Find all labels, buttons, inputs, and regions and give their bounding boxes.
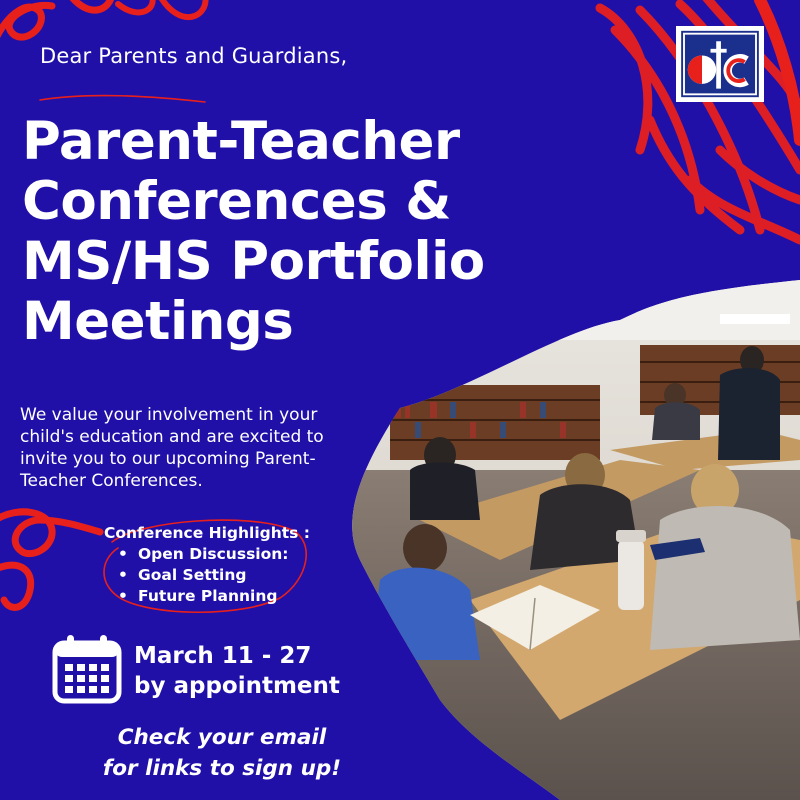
signup-line: Check your email bbox=[117, 725, 327, 750]
list-item bbox=[118, 586, 310, 607]
bullet-icon: • bbox=[118, 566, 128, 584]
conference-dates bbox=[134, 641, 340, 701]
date-range: March 11 - 27 bbox=[134, 643, 312, 669]
list-item bbox=[118, 565, 310, 586]
intro-paragraph bbox=[20, 404, 380, 492]
bullet-icon: • bbox=[118, 545, 128, 563]
highlights-heading: Conference Highlights : bbox=[104, 524, 311, 542]
highlight-label: Future Planning bbox=[138, 587, 278, 605]
calendar-icon bbox=[52, 634, 122, 704]
signup-callout bbox=[62, 722, 382, 784]
appointment-note: by appointment bbox=[134, 673, 340, 699]
title-line: MS/HS Portfolio bbox=[22, 231, 485, 292]
intro-line: child's education and are excited to bbox=[20, 427, 324, 447]
bullet-icon: • bbox=[118, 587, 128, 605]
school-logo bbox=[676, 26, 764, 102]
conference-highlights bbox=[104, 523, 310, 607]
greeting-text: Dear Parents and Guardians, bbox=[40, 44, 348, 68]
intro-line: invite you to our upcoming Parent- bbox=[20, 449, 316, 469]
intro-line: Teacher Conferences. bbox=[20, 471, 203, 491]
page-title bbox=[22, 112, 632, 352]
highlight-label: Goal Setting bbox=[138, 566, 247, 584]
title-line: Meetings bbox=[22, 291, 294, 352]
title-line: Conferences & bbox=[22, 171, 451, 232]
title-line: Parent-Teacher bbox=[22, 111, 460, 172]
signup-line: for links to sign up! bbox=[102, 756, 342, 781]
highlight-label: Open Discussion: bbox=[138, 545, 289, 563]
highlights-list bbox=[104, 544, 310, 607]
list-item bbox=[118, 544, 310, 565]
intro-line: We value your involvement in your bbox=[20, 405, 318, 425]
